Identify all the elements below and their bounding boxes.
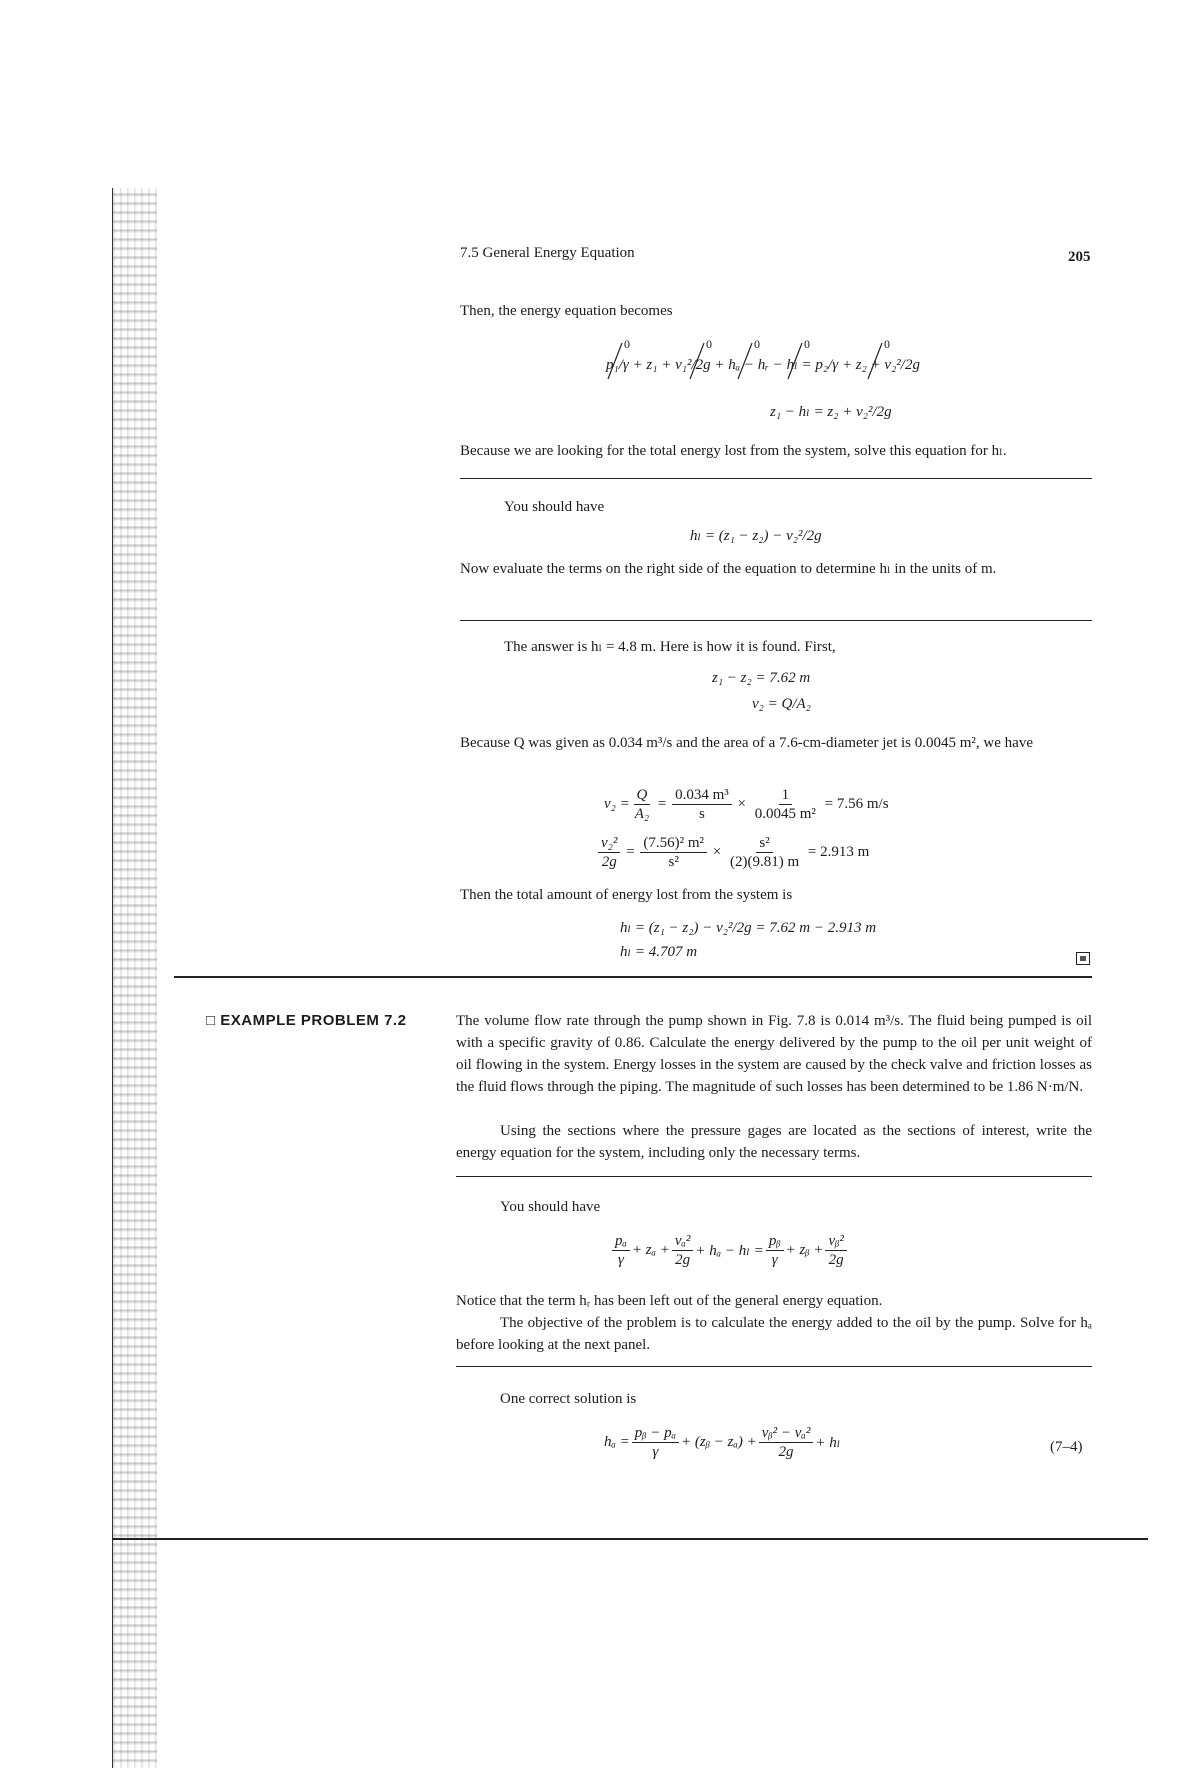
cancel-zero-3: 0 (754, 337, 760, 351)
frac-den: 2g (778, 1444, 794, 1460)
v2-frac-flow (672, 786, 732, 823)
frac-den: 0.0045 m² (754, 806, 816, 822)
frac-num: vᵦ² (825, 1232, 846, 1251)
frac-den: (2)(9.81) m (729, 854, 800, 870)
instruction-evaluate: Now evaluate the terms on the right side of the equation to determine hₗ in the units of m. (460, 561, 997, 577)
velocity-head-calculation: $\frac{\text{v₂²}}{2g}$ = $\frac{\text{(7.56)² m²}}{\text{s²}}$ × $\frac{\text{s²}}{(2)(9.81) m}$ = 2.913 m (596, 834, 869, 871)
frac-num: 0.034 m³ (672, 786, 732, 805)
frac-num: v₂² (598, 834, 620, 853)
objective-text: The objective of the problem is to calculate the energy added to the oil by the pump. Solve for hₐ before looking at the next panel. (456, 1315, 1092, 1353)
frac-num: vᵦ² − vₐ² (759, 1424, 814, 1443)
answer-text: The answer is hₗ = 4.8 m. Here is how it is found. First, (504, 639, 836, 655)
hl-equation: hₗ = (z₁ − z₂) − v₂²/2g (690, 528, 822, 544)
v2-definition-eq: v₂ = Q/A₂ (752, 696, 811, 712)
end-of-solution-icon (1076, 952, 1090, 965)
panel-divider (456, 1176, 1092, 1177)
panel-divider (456, 1366, 1092, 1367)
cancel-zero-1: 0 (624, 337, 630, 351)
cancel-zero-4: 0 (804, 337, 810, 351)
pa-frac (612, 1232, 630, 1269)
z-difference-eq: z₁ − z₂ = 7.62 m (712, 670, 811, 686)
intro-text: Then, the energy equation becomes (460, 303, 673, 319)
hl-result-eq1: hₗ = (z₁ − z₂) − v₂²/2g = 7.62 m − 2.913 m (620, 920, 877, 936)
pump-head-equation (604, 1424, 840, 1461)
frac-den: s (699, 806, 705, 822)
notice-text: Notice that the term hᵣ has been left out of the general energy equation. (456, 1293, 883, 1309)
za-term: + zₐ + (631, 1242, 670, 1258)
elevation-term: + (zᵦ − zₐ) + (681, 1434, 757, 1450)
energy-equation-full: p₁/γ + z₁ + v₁²/2g + hₐ − hᵣ − hₗ = p₂/γ + z₂ + v₂²/2g (606, 357, 920, 373)
va-frac (672, 1232, 694, 1269)
page-number: 205 (1068, 249, 1091, 265)
you-should-have-1: You should have (504, 499, 605, 515)
page-binding-edge (112, 188, 157, 1768)
frac-den: 2g (601, 854, 617, 870)
pressure-frac (632, 1424, 679, 1461)
v2-frac-q-a2 (632, 786, 652, 823)
total-energy-intro: Then the total amount of energy lost from the system is (460, 887, 793, 903)
one-correct-solution: One correct solution is (500, 1391, 637, 1407)
ha-lhs: hₐ = (604, 1434, 630, 1450)
vh-lhs (598, 834, 620, 871)
v2-lhs: v₂ = (604, 796, 630, 812)
frac-num: s² (756, 834, 772, 853)
zb-term: + zᵦ + (785, 1242, 824, 1258)
vh-result: = 2.913 m (807, 844, 870, 860)
vh-frac-1 (640, 834, 707, 871)
frac-num: Q (634, 786, 651, 805)
frac-num: pₐ (612, 1232, 630, 1251)
panel-divider (460, 620, 1092, 621)
cancel-zero-5: 0 (884, 337, 890, 351)
frac-den: s² (668, 854, 679, 870)
frac-num: vₐ² (672, 1232, 694, 1251)
frac-num: pᵦ (766, 1232, 784, 1251)
frac-den: 2g (828, 1252, 844, 1268)
hl-result-eq2: hₗ = 4.707 m (620, 944, 698, 960)
because-text: Because Q was given as 0.034 m³/s and the area of a 7.6-cm-diameter jet is 0.0045 m², we have (460, 735, 1033, 751)
frac-den: 2g (675, 1252, 691, 1268)
v2-result: = 7.56 m/s (824, 796, 889, 812)
panel-divider (460, 478, 1092, 479)
pb-frac (766, 1232, 784, 1269)
system-energy-equation (610, 1232, 849, 1269)
velocity-frac (759, 1424, 814, 1461)
v2-calculation: v₂ = $\frac{Q}{\text{A₂}}$ = $\frac{\text{0.034 m³}}{s}$ × $\frac{1}{\text{0.0045 m²}}$ = 7.56 m/s (604, 787, 889, 822)
example-problem-statement: The volume flow rate through the pump shown in Fig. 7.8 is 0.014 m³/s. The fluid being pumped is oil with a specific gravity of 0.86. Calculate the energy delivered by the pump to the oil per unit weight of oil flowing in the system. Energy losses in the system are caused by the check valve and friction losses as the fluid flows through the piping. The magnitude of such losses has been determined to be 1.86 N·m/N. (456, 1013, 1092, 1095)
example-problem-label: □ EXAMPLE PROBLEM 7.2 (206, 1012, 407, 1029)
equation-number: (7–4) (1050, 1439, 1083, 1455)
frac-den: A₂ (634, 806, 650, 822)
frac-den: γ (652, 1444, 659, 1460)
frac-den: γ (617, 1252, 624, 1268)
mid-terms: + hₐ − hₗ = (695, 1243, 764, 1259)
example-problem-instruction: Using the sections where the pressure gages are located as the sections of interest, write the energy equation for the system, including only the necessary terms. (456, 1123, 1092, 1161)
example-divider (174, 976, 1092, 978)
v2-frac-area (752, 786, 819, 823)
cancel-zero-2: 0 (706, 337, 712, 351)
frac-num: 1 (779, 786, 793, 805)
running-header: 7.5 General Energy Equation (460, 245, 635, 261)
page-bottom-rule (112, 1538, 1148, 1540)
instruction-solve-hl: Because we are looking for the total energy lost from the system, solve this equation for hₗ. (460, 443, 1007, 459)
energy-equation-reduced: z₁ − hₗ = z₂ + v₂²/2g (770, 404, 892, 420)
hl-term: + hₗ (815, 1435, 841, 1451)
you-should-have-2: You should have (500, 1199, 601, 1215)
vh-frac-2 (727, 834, 802, 871)
frac-den: γ (771, 1252, 778, 1268)
frac-num: (7.56)² m² (640, 834, 707, 853)
frac-num: pᵦ − pₐ (632, 1424, 679, 1443)
vb-frac (825, 1232, 846, 1269)
